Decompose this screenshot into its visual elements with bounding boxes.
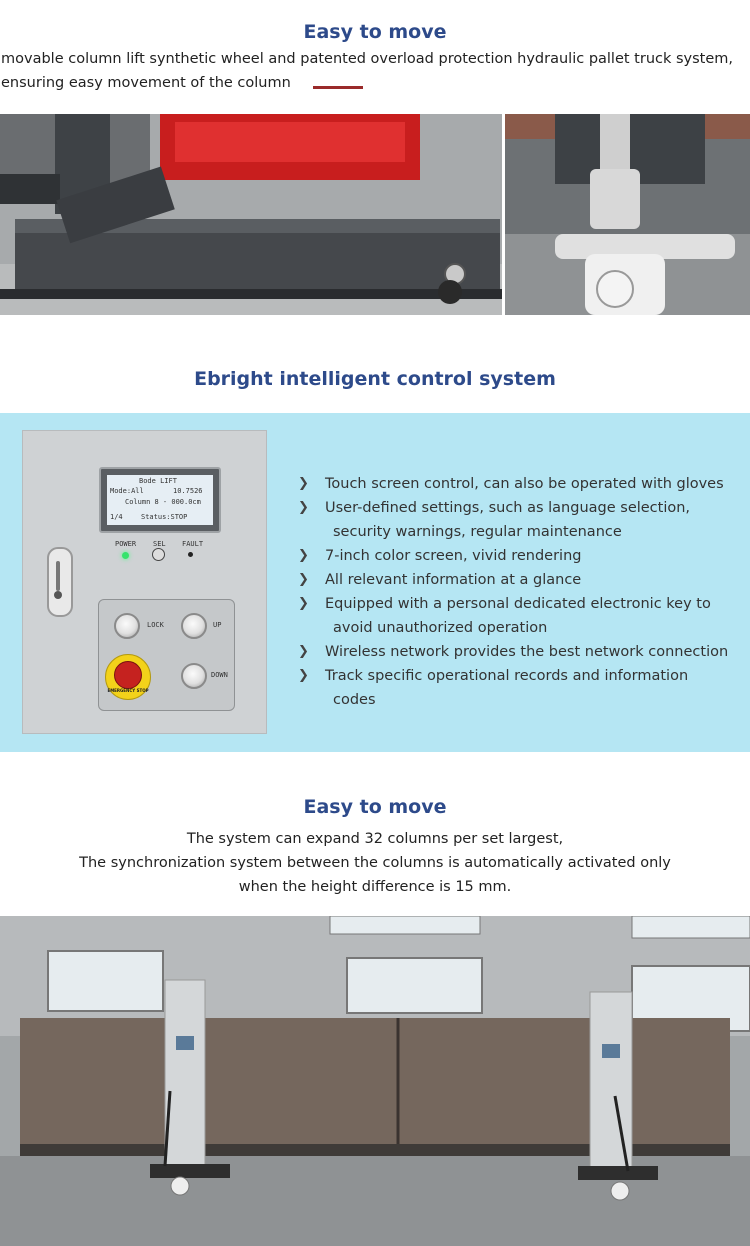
workshop-lifting-photo bbox=[0, 916, 750, 1246]
chevron-right-icon: ❯ bbox=[298, 500, 309, 515]
screen-value: 10.7526 bbox=[173, 487, 203, 495]
estop-label: EMERGENCY STOP bbox=[107, 688, 149, 693]
feature-text: 7-inch color screen, vivid rendering bbox=[325, 548, 582, 564]
chevron-right-icon: ❯ bbox=[298, 476, 309, 491]
section3-text-line2: The synchronization system between the columns is automatically activated only bbox=[79, 855, 671, 871]
section1-text-line2: ensuring easy movement of the column bbox=[1, 75, 291, 91]
up-label: UP bbox=[213, 621, 222, 629]
feature-item bbox=[298, 664, 743, 712]
chevron-right-icon: ❯ bbox=[298, 572, 309, 587]
workshop-lifting-illustration bbox=[0, 916, 750, 1246]
fault-label: FAULT bbox=[182, 540, 204, 548]
feature-text: Touch screen control, can also be operated with gloves bbox=[325, 476, 724, 492]
feature-item bbox=[298, 496, 743, 544]
sel-button[interactable] bbox=[152, 548, 165, 561]
feature-text-continued: security warnings, regular maintenance bbox=[333, 524, 622, 540]
screen-status: Status:STOP bbox=[141, 513, 188, 521]
feature-item bbox=[298, 544, 743, 568]
chevron-right-icon: ❯ bbox=[298, 596, 309, 611]
section2-heading: Ebright intelligent control system bbox=[194, 368, 556, 390]
feature-text-continued: avoid unauthorized operation bbox=[333, 620, 548, 636]
feature-item bbox=[298, 640, 743, 664]
sel-label: SEL bbox=[153, 540, 166, 548]
section3-text-line1: The system can expand 32 columns per set largest, bbox=[186, 831, 564, 847]
caster-wheel-illustration bbox=[505, 114, 750, 315]
button-plate bbox=[98, 599, 235, 711]
emergency-stop-knob-icon bbox=[114, 661, 142, 689]
section3-text-line3: when the height difference is 15 mm. bbox=[238, 879, 512, 895]
lcd-screen[interactable] bbox=[107, 475, 213, 525]
screen-page: 1/4 bbox=[110, 513, 123, 521]
screen-column: Column 8 - 000.0cm bbox=[125, 498, 201, 506]
caster-wheel-photo bbox=[505, 114, 750, 315]
key-switch[interactable] bbox=[47, 547, 73, 617]
key-lock-icon bbox=[54, 591, 62, 599]
lock-button[interactable] bbox=[114, 613, 140, 639]
feature-text: Wireless network provides the best network connection bbox=[325, 644, 729, 660]
accent-line bbox=[313, 86, 363, 89]
power-led-icon bbox=[122, 552, 129, 559]
chevron-right-icon: ❯ bbox=[298, 548, 309, 563]
chevron-right-icon: ❯ bbox=[298, 644, 309, 659]
control-cabinet-panel bbox=[22, 430, 267, 734]
screen-title: Bode LIFT bbox=[139, 477, 177, 485]
screen-bezel bbox=[99, 467, 221, 533]
pallet-wheel-illustration bbox=[0, 114, 502, 315]
feature-text-continued: codes bbox=[333, 692, 376, 708]
feature-text: User-defined settings, such as language selection, bbox=[325, 500, 691, 516]
pallet-wheel-photo bbox=[0, 114, 502, 315]
emergency-stop-button[interactable] bbox=[105, 654, 151, 700]
feature-item bbox=[298, 472, 743, 496]
section1-heading: Easy to move bbox=[303, 21, 447, 43]
feature-list bbox=[298, 472, 743, 712]
chevron-right-icon: ❯ bbox=[298, 668, 309, 683]
key-slot-icon bbox=[56, 561, 60, 591]
down-button[interactable] bbox=[181, 663, 207, 689]
power-label: POWER bbox=[115, 540, 137, 548]
fault-led-icon bbox=[188, 552, 193, 557]
down-label: DOWN bbox=[211, 671, 228, 679]
feature-item bbox=[298, 592, 743, 640]
section1-text-line1: movable column lift synthetic wheel and patented overload protection hydraulic pallet truck system, bbox=[1, 51, 734, 67]
up-button[interactable] bbox=[181, 613, 207, 639]
feature-text: All relevant information at a glance bbox=[325, 572, 582, 588]
feature-text: Equipped with a personal dedicated electronic key to bbox=[325, 596, 711, 612]
section3-heading: Easy to move bbox=[303, 796, 447, 818]
lock-label: LOCK bbox=[147, 621, 164, 629]
feature-item bbox=[298, 568, 743, 592]
screen-mode: Mode:All bbox=[110, 487, 144, 495]
feature-text: Track specific operational records and information bbox=[325, 668, 689, 684]
